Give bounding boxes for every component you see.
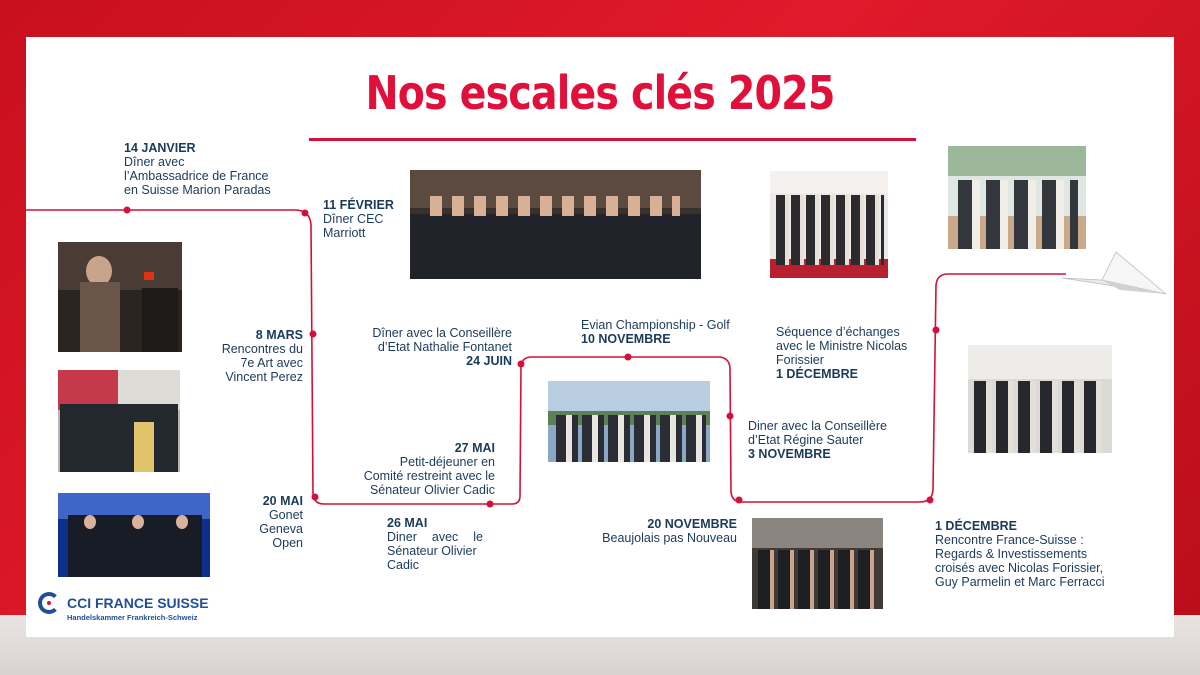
photo-vincent-perez bbox=[58, 370, 180, 472]
event-line: Beaujolais pas Nouveau bbox=[602, 531, 737, 545]
event-line: Sénateur Olivier Cadic bbox=[369, 483, 495, 497]
timeline-dot bbox=[124, 207, 131, 214]
photo-beaujolais bbox=[752, 518, 883, 609]
event-date: 24 JUIN bbox=[466, 354, 512, 368]
event-date: 8 MARS bbox=[255, 328, 303, 342]
event-line: croisés avec Nicolas Forissier, bbox=[935, 561, 1104, 575]
event-line: 7e Art avec bbox=[240, 356, 303, 370]
event-20-novembre bbox=[577, 517, 737, 545]
event-date: 20 MAI bbox=[262, 494, 303, 508]
logo-subtitle: Handelskammer Frankreich-Schweiz bbox=[67, 613, 198, 622]
event-10-novembre bbox=[581, 318, 751, 346]
event-24-juin bbox=[352, 326, 512, 368]
event-date: 20 NOVEMBRE bbox=[647, 517, 737, 531]
timeline-dot bbox=[727, 413, 734, 420]
timeline-dot bbox=[518, 361, 525, 368]
event-line: Evian Championship - Golf bbox=[581, 318, 730, 332]
event-8-mars bbox=[203, 328, 303, 384]
timeline-dot bbox=[736, 497, 743, 504]
event-line: Comité restreint avec le bbox=[363, 469, 495, 483]
event-line: Séquence d’échanges bbox=[776, 325, 900, 339]
event-line: Rencontres du bbox=[221, 342, 303, 356]
event-line: Dîner avec bbox=[124, 155, 185, 169]
event-line: Rencontre France-Suisse : bbox=[935, 533, 1084, 547]
event-1-decembre-rencontre bbox=[935, 519, 1125, 589]
timeline-dot bbox=[302, 210, 309, 217]
timeline-dot bbox=[927, 497, 934, 504]
event-line: l’Ambassadrice de France bbox=[124, 169, 269, 183]
event-line: Dîner avec la Conseillère bbox=[372, 326, 512, 340]
page-title: Nos escales clés 2025 bbox=[365, 66, 835, 120]
photo-geneva-open bbox=[58, 493, 210, 577]
event-line: Guy Parmelin et Marc Ferracci bbox=[935, 575, 1105, 589]
event-20-mai bbox=[233, 494, 303, 550]
photo-evian bbox=[548, 381, 710, 462]
paper-plane-icon bbox=[1062, 250, 1168, 300]
event-line: d’Etat Nathalie Fontanet bbox=[377, 340, 512, 354]
event-1-decembre-ministre bbox=[776, 325, 936, 381]
photo-rencontre-france-suisse-2 bbox=[968, 345, 1112, 453]
event-line: Forissier bbox=[776, 353, 824, 367]
event-27-mai bbox=[340, 441, 495, 497]
event-line: Dîner CEC bbox=[323, 212, 384, 226]
event-26-mai bbox=[387, 516, 483, 572]
timeline-dot bbox=[625, 354, 632, 361]
event-date: 3 NOVEMBRE bbox=[748, 447, 831, 461]
timeline-dot bbox=[310, 331, 317, 338]
photo-ambassadrice bbox=[58, 242, 182, 352]
event-line: Open bbox=[272, 536, 303, 550]
event-line: d’Etat Régine Sauter bbox=[748, 433, 864, 447]
event-14-janvier bbox=[124, 141, 294, 197]
event-date: 26 MAI bbox=[387, 516, 428, 530]
event-11-fevrier bbox=[323, 198, 413, 240]
event-line: Diner avec la Conseillère bbox=[748, 419, 887, 433]
event-line: Vincent Perez bbox=[225, 370, 303, 384]
event-3-novembre bbox=[748, 419, 908, 461]
event-line: Regards & Investissements bbox=[935, 547, 1088, 561]
event-line: Marriott bbox=[323, 226, 366, 240]
event-line: Geneva bbox=[259, 522, 303, 536]
event-date: 10 NOVEMBRE bbox=[581, 332, 671, 346]
event-line: en Suisse Marion Paradas bbox=[124, 183, 271, 197]
event-date: 14 JANVIER bbox=[124, 141, 196, 155]
photo-ministre bbox=[770, 171, 888, 278]
event-line: Petit-déjeuner en bbox=[399, 455, 495, 469]
event-line: avec le Ministre Nicolas bbox=[776, 339, 908, 353]
logo-name: CCI FRANCE SUISSE bbox=[67, 595, 209, 611]
cci-logo-icon bbox=[38, 592, 60, 614]
timeline-dot bbox=[312, 494, 319, 501]
event-line: Sénateur Olivier bbox=[387, 544, 477, 558]
event-date: 11 FÉVRIER bbox=[323, 198, 394, 212]
photo-diner-cec bbox=[410, 170, 701, 279]
event-date: 27 MAI bbox=[454, 441, 495, 455]
photo-rencontre-france-suisse-1 bbox=[948, 146, 1086, 249]
event-line: Gonet bbox=[268, 508, 303, 522]
event-line: Diner avec le bbox=[387, 530, 483, 544]
event-date: 1 DÉCEMBRE bbox=[935, 519, 1017, 533]
event-line: Cadic bbox=[387, 558, 419, 572]
event-date: 1 DÉCEMBRE bbox=[776, 367, 858, 381]
timeline-dot bbox=[487, 501, 494, 508]
